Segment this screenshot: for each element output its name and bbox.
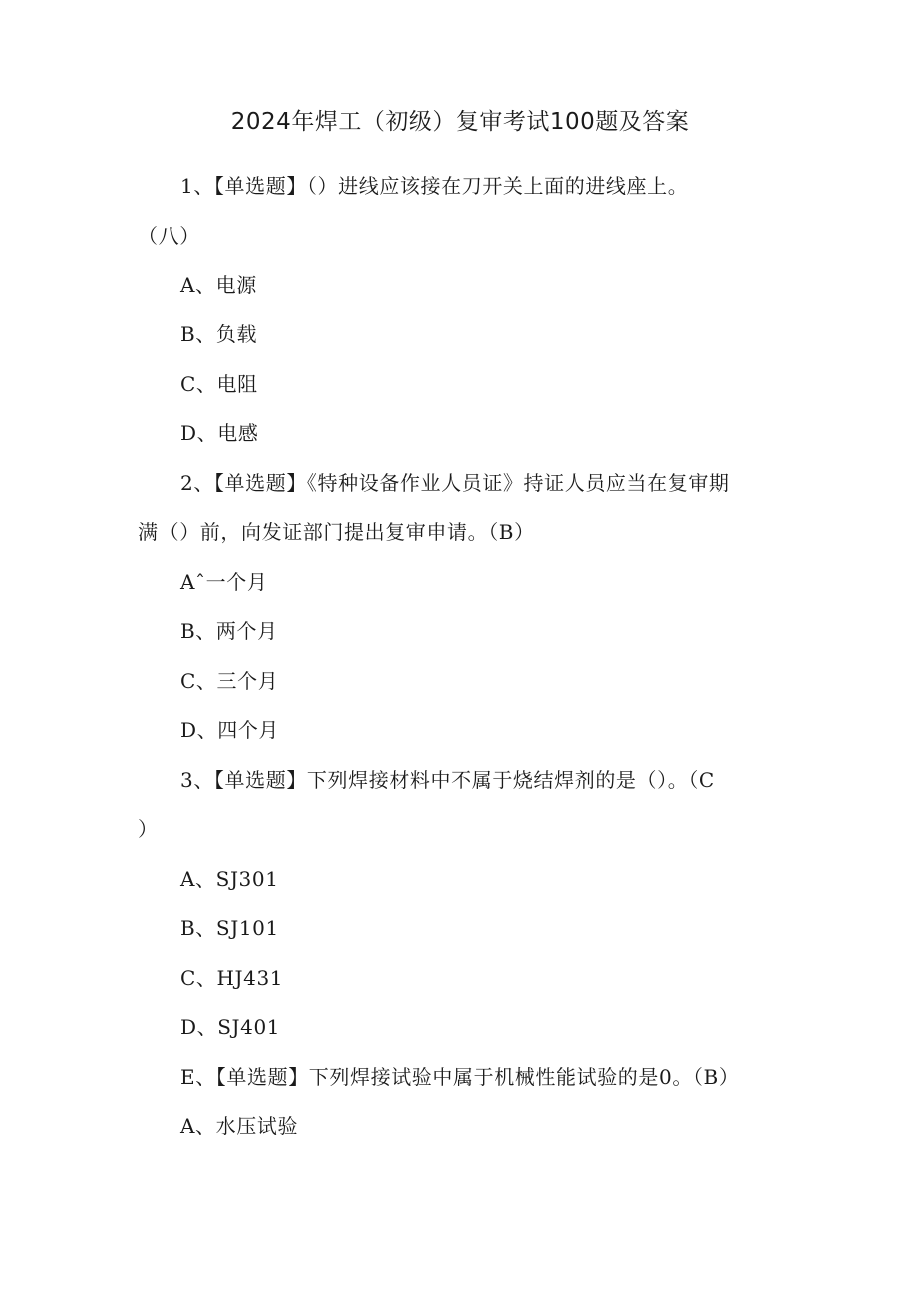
question-2-option-c: C、三个月 (180, 669, 279, 693)
question-1-answer: （八） (138, 224, 200, 248)
question-2-text: 2、【单选题】《特种设备作业人员证》持证人员应当在复审期 (180, 471, 730, 495)
question-2-option-b: B、两个月 (180, 619, 278, 643)
question-1-option-d: D、电感 (180, 421, 259, 445)
question-2-option-a: Aˆ一个月 (180, 570, 268, 594)
question-1-option-a: A、电源 (180, 273, 257, 297)
question-1-text: 1、【单选题】（）进线应该接在刀开关上面的进线座上。 (180, 174, 689, 198)
question-2-continuation: 满（）前，向发证部门提出复审申请。（B） (138, 520, 535, 544)
question-4-option-a: A、水压试验 (180, 1114, 299, 1138)
question-3-option-c: C、HJ431 (180, 966, 284, 990)
question-2-option-d: D、四个月 (180, 718, 280, 742)
question-1-option-b: B、负载 (180, 322, 258, 346)
question-4-text: E、【单选题】下列焊接试验中属于机械性能试验的是0。（B） (180, 1065, 740, 1089)
question-3-option-d: D、SJ401 (180, 1015, 281, 1039)
question-1-option-c: C、电阻 (180, 372, 258, 396)
question-3-option-b: B、SJ101 (180, 916, 279, 940)
question-3-continuation: ） (138, 817, 159, 841)
question-3-option-a: A、SJ301 (180, 867, 279, 891)
question-3-text: 3、【单选题】下列焊接材料中不属于烧结焊剂的是（）。（C (180, 768, 715, 792)
document-title: 2024年焊工（初级）复审考试100题及答案 (230, 109, 690, 135)
